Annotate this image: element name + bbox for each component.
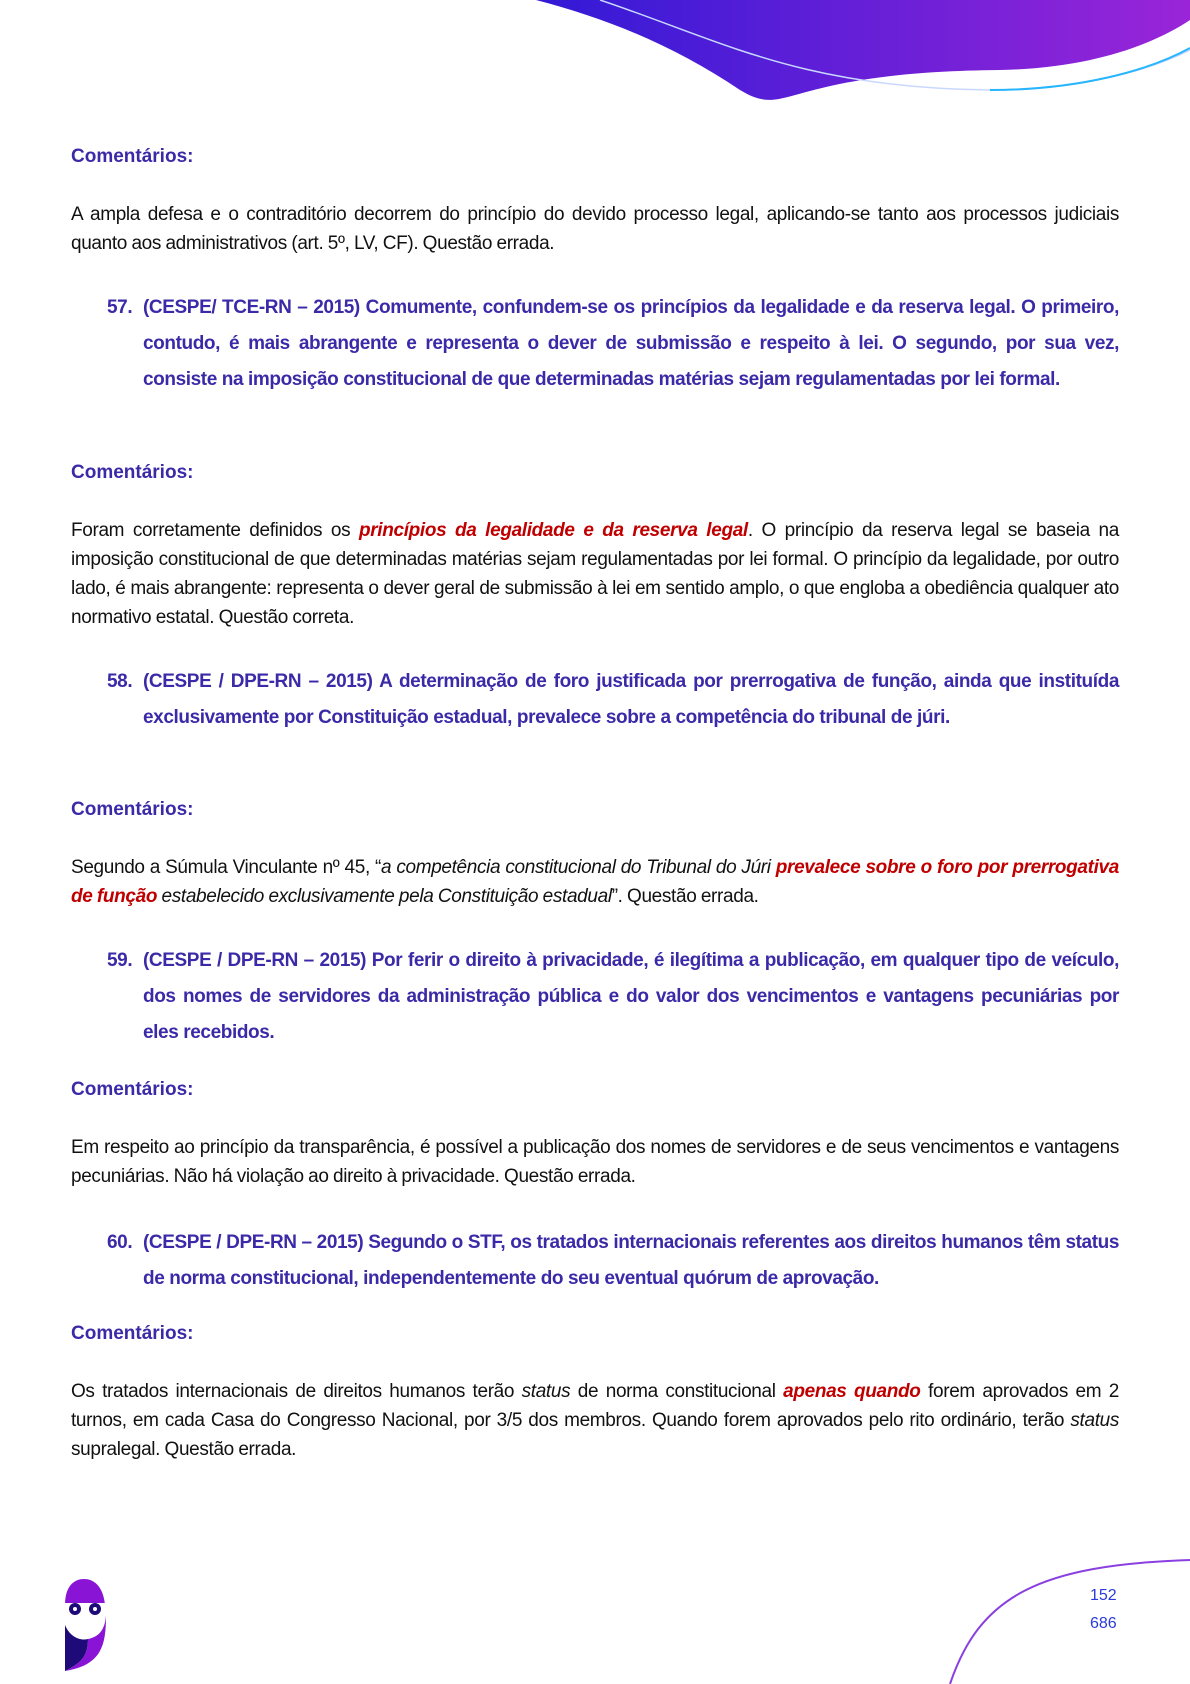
question-number: 59. [107, 950, 133, 971]
question-text: (CESPE/ TCE-RN – 2015) Comumente, confundem-se os princípios da legalidade e da reserva legal. O primeiro, contudo, é mais abrangente e representa o dever de submissão e respeito à lei. O segundo, por sua vez, consiste na imposição constitucional de que determinadas matérias sejam regulamentadas por lei formal. [143, 297, 1119, 390]
question-59 [107, 943, 1119, 1051]
text: status [1070, 1410, 1119, 1431]
owl-logo [60, 1575, 120, 1675]
text: Os tratados internacionais de direitos humanos terão [71, 1381, 522, 1402]
comment-paragraph: Em respeito ao princípio da transparência, é possível a publicação dos nomes de servidores e de seus vencimentos e vantagens pecuniárias. Não há violação ao direito à privacidade. Questão errada. [71, 1137, 1119, 1187]
comments-heading: Comentários: [71, 146, 194, 167]
text: de norma constitucional [570, 1381, 784, 1402]
comment-paragraph [71, 1377, 1119, 1464]
total-pages: 686 [1090, 1615, 1117, 1632]
question-57 [107, 290, 1119, 398]
comments-heading: Comentários: [71, 1079, 194, 1100]
question-text: (CESPE / DPE-RN – 2015) Por ferir o direito à privacidade, é ilegítima a publicação, em qualquer tipo de veículo, dos nomes de servidores da administração pública e do valor dos vencimentos e vantagens pecuniárias por eles recebidos. [143, 950, 1119, 1043]
question-number: 60. [107, 1232, 133, 1253]
comment-paragraph: A ampla defesa e o contraditório decorrem do princípio do devido processo legal, aplicando-se tanto aos processos judiciais quanto aos administrativos (art. 5º, LV, CF). Questão errada. [71, 204, 1119, 254]
comments-heading: Comentários: [71, 462, 194, 483]
text: forem aprovados em 2 turnos, em cada Casa do Congresso Nacional, por 3/5 dos membros. Quando forem aprovados pelo rito ordinário, terão [71, 1381, 1119, 1431]
text: Segundo a Súmula Vinculante nº 45, “ [71, 857, 381, 878]
quote: estabelecido exclusivamente pela Constituição estadual [157, 886, 612, 907]
text: supralegal. Questão errada. [71, 1439, 297, 1460]
text: status [521, 1381, 571, 1402]
comments-heading: Comentários: [71, 1323, 194, 1344]
question-text: (CESPE / DPE-RN – 2015) Segundo o STF, os tratados internacionais referentes aos direitos humanos têm status de norma constitucional, independentemente do seu eventual quórum de aprovação. [143, 1232, 1119, 1289]
emphasis: princípios da legalidade e da reserva legal [359, 520, 748, 541]
question-number: 58. [107, 671, 133, 692]
comment-paragraph [71, 853, 1119, 911]
page-number: 152 [1090, 1587, 1117, 1604]
quote: a competência constitucional do Tribunal do Júri [381, 857, 776, 878]
emphasis: apenas quando [783, 1381, 921, 1402]
header-wave-decoration [0, 0, 1190, 110]
question-number: 57. [107, 297, 133, 318]
comment-paragraph [71, 516, 1119, 632]
comments-heading: Comentários: [71, 799, 194, 820]
emphasis: prevalece sobre o foro por prerrogativa de função [71, 857, 1119, 907]
text: . O princípio da reserva legal se baseia na imposição constitucional de que determinadas matérias sejam regulamentadas por lei formal. O princípio da legalidade, por outro lado, é mais abrangente: representa o dever geral de submissão à lei em sentido amplo, o que engloba a obediência qualquer ato normativo estatal. Questão correta. [71, 520, 1119, 628]
question-58 [107, 664, 1119, 736]
footer-curve-decoration [940, 1555, 1190, 1684]
text: ”. Questão errada. [611, 886, 759, 907]
question-text: (CESPE / DPE-RN – 2015) A determinação de foro justificada por prerrogativa de função, ainda que instituída exclusivamente por Constituição estadual, prevalece sobre a competência do tribunal de júri. [143, 671, 1119, 728]
text: Foram corretamente definidos os [71, 520, 359, 541]
question-60 [107, 1225, 1119, 1297]
